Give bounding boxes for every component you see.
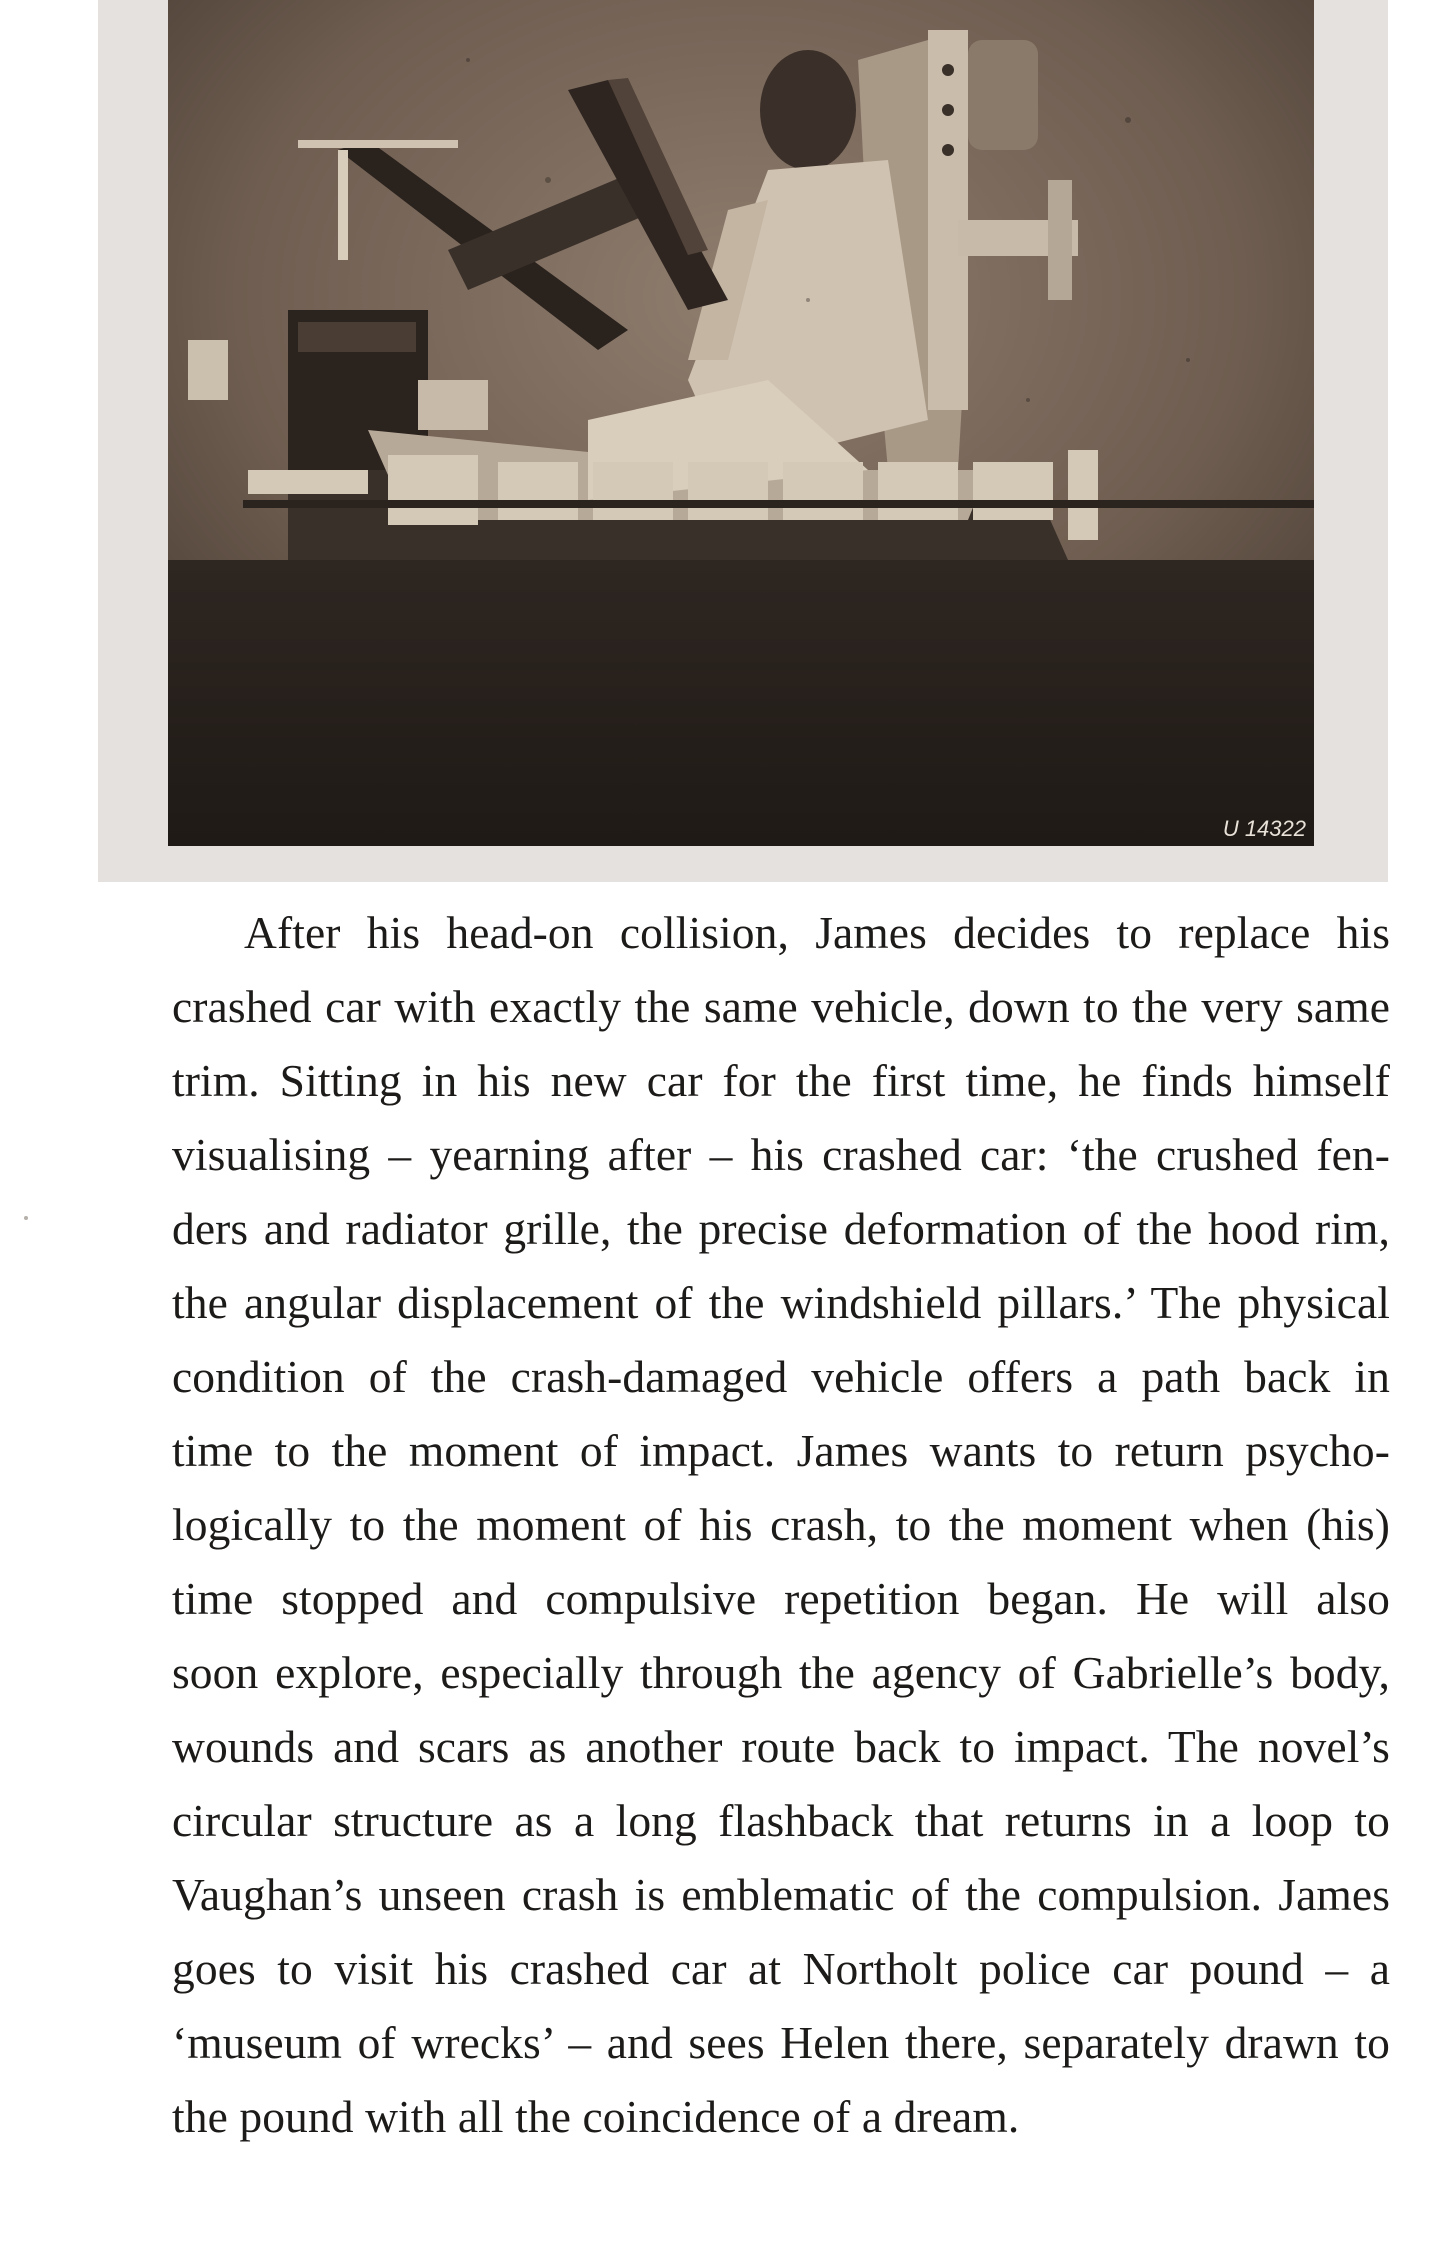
text-line: visualising – yearning after – his crashed car: ‘the crushed fen- [172, 1129, 1390, 1180]
text-line: After his head-on collision, James decides to replace his [244, 907, 1390, 958]
text-line: Vaughan’s unseen crash is emblematic of the compulsion. James [172, 1869, 1390, 1920]
scan-speck [24, 1216, 28, 1220]
text-line: soon explore, especially through the agency of Gabrielle’s body, [172, 1647, 1390, 1698]
photo-frame [98, 0, 1388, 882]
text-line: time to the moment of impact. James wants to return psycho- [172, 1425, 1390, 1476]
text-line: logically to the moment of his crash, to the moment when (his) [172, 1499, 1390, 1550]
crash-test-photograph [168, 0, 1314, 846]
text-line: ‘museum of wrecks’ – and sees Helen there, separately drawn to [172, 2017, 1390, 2068]
text-line: circular structure as a long flashback that returns in a loop to [172, 1795, 1390, 1846]
text-line: the pound with all the coincidence of a dream. [172, 2091, 1020, 2142]
text-line: ders and radiator grille, the precise deformation of the hood rim, [172, 1203, 1390, 1254]
body-paragraph [100, 896, 1390, 2154]
photo-corner-mark: U 14322 [1222, 816, 1306, 841]
text-line: the angular displacement of the windshield pillars.’ The physical [172, 1277, 1390, 1328]
text-line: time stopped and compulsive repetition began. He will also [172, 1573, 1390, 1624]
text-line: crashed car with exactly the same vehicle, down to the very same [172, 981, 1390, 1032]
text-line: trim. Sitting in his new car for the first time, he finds himself [172, 1055, 1390, 1106]
text-line: goes to visit his crashed car at Northolt police car pound – a [172, 1943, 1390, 1994]
text-line: condition of the crash-damaged vehicle offers a path back in [172, 1351, 1390, 1402]
text-line: wounds and scars as another route back to impact. The novel’s [172, 1721, 1390, 1772]
